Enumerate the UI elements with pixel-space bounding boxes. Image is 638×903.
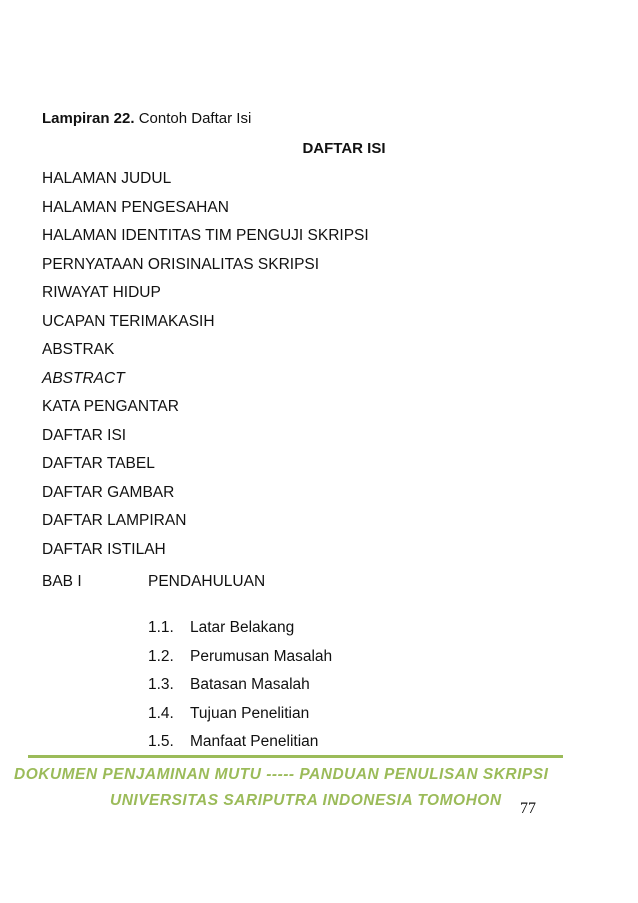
section-number: 1.4. [148, 704, 174, 722]
section-entry [148, 700, 332, 729]
toc-title: DAFTAR ISI [302, 140, 386, 157]
toc-entry: DAFTAR ISTILAH [42, 540, 166, 558]
appendix-text: Contoh Daftar Isi [138, 110, 252, 127]
toc-entry: HALAMAN JUDUL [42, 170, 172, 187]
section-entry [148, 643, 332, 672]
appendix-label: Lampiran 22. [42, 110, 135, 127]
section-title: Latar Belakang [190, 619, 295, 636]
front-matter-list [42, 165, 369, 564]
toc-entry: HALAMAN IDENTITAS TIM PENGUJI SKRIPSI [42, 227, 369, 244]
toc-entry: DAFTAR ISI [42, 426, 127, 444]
toc-entry: PERNYATAAN ORISINALITAS SKRIPSI [42, 255, 320, 273]
section-title: Tujuan Penelitian [190, 704, 310, 722]
chapter-title: PENDAHULUAN [148, 573, 266, 590]
toc-entry: DAFTAR TABEL [42, 455, 155, 472]
section-title: Perumusan Masalah [190, 647, 333, 665]
section-number: 1.1. [148, 619, 174, 636]
chapter-number: BAB I [42, 573, 82, 590]
section-number: 1.5. [148, 733, 174, 750]
footer-divider [28, 755, 563, 758]
section-title: Batasan Masalah [190, 676, 310, 693]
toc-entry: UCAPAN TERIMAKASIH [42, 312, 215, 330]
section-entry [148, 614, 332, 643]
page-number: 77 [520, 800, 536, 817]
section-entry [148, 671, 332, 700]
toc-entry: ABSTRACT [42, 369, 125, 387]
toc-entry: DAFTAR GAMBAR [42, 483, 175, 501]
toc-entry: ABSTRAK [42, 341, 115, 358]
chapter-heading [42, 573, 265, 591]
toc-entry: HALAMAN PENGESAHAN [42, 198, 229, 216]
footer-institution: UNIVERSITAS SARIPUTRA INDONESIA TOMOHON [110, 792, 502, 809]
footer-document-title: DOKUMEN PENJAMINAN MUTU ----- PANDUAN PENULISAN SKRIPSI [14, 766, 549, 783]
section-number: 1.3. [148, 676, 174, 693]
chapter-sections [148, 614, 332, 757]
appendix-caption [42, 110, 251, 127]
toc-entry: RIWAYAT HIDUP [42, 284, 161, 301]
section-number: 1.2. [148, 647, 174, 665]
section-entry [148, 728, 332, 757]
section-title: Manfaat Penelitian [190, 733, 319, 750]
toc-entry: KATA PENGANTAR [42, 398, 179, 415]
toc-entry: DAFTAR LAMPIRAN [42, 512, 187, 529]
